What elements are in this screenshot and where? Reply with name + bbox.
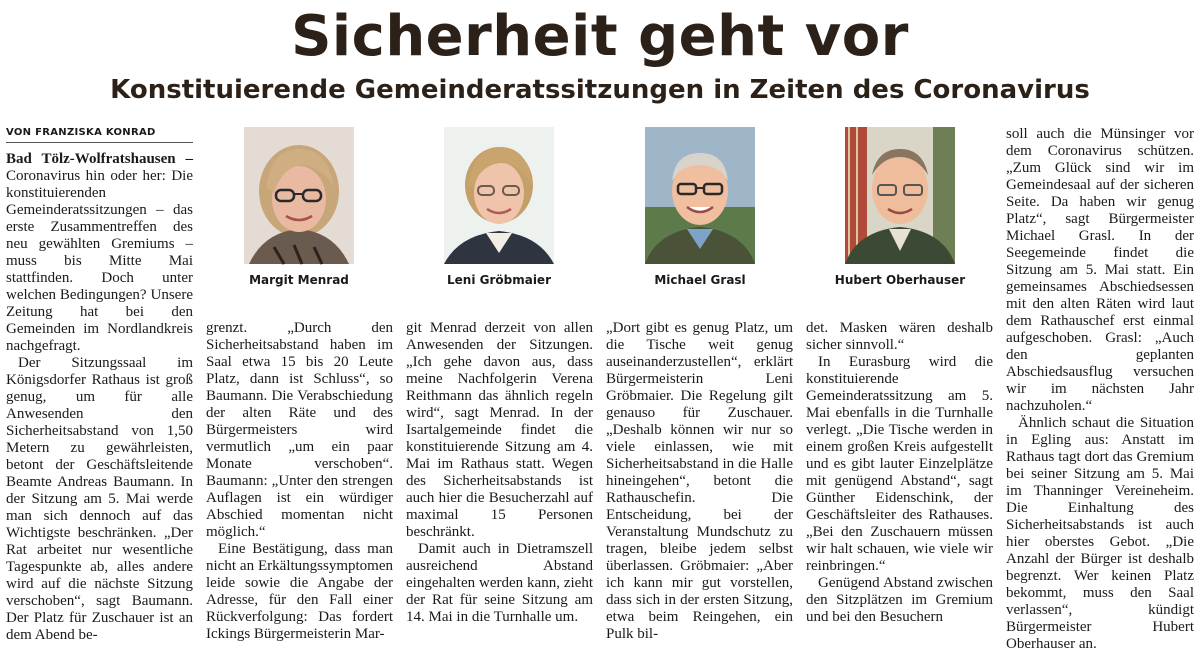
portrait-photo-margit-menrad (244, 127, 354, 264)
paragraph: Der Sitzungssaal im Königsdorfer Rathaus ist groß genug, um für alle Anwesenden den Sicherheitsabstand von 1,50 Metern zu gewährleisten, betont der Geschäftsleitende Beamte Andreas Baumann. In der Sitzung am 5. Mai werde man sich dennoch auf das Wichtigste beschränken. „Der Rat arbeitet nur wesentliche Tagespunkte ab, alles andere wird auf die nächste Sitzung verschoben“, sagt Baumann. Der Platz für Zuschauer ist an dem Abend be- (6, 355, 193, 643)
article-column-2 (206, 320, 393, 642)
portrait-photo-michael-grasl (645, 127, 755, 264)
article-column-1 (6, 126, 193, 643)
paragraph: Eine Bestätigung, dass man nicht an Erkältungssymptomen leide sowie die Angabe der Adresse, für den Fall einer Rückverfolgung: Das fordert Ickings Bürgermeisterin Mar- (206, 541, 393, 642)
article-column-4 (606, 320, 793, 642)
portrait-photo-leni-groebmaier (444, 127, 554, 264)
photo-caption: Michael Grasl (654, 273, 746, 287)
dateline: Bad Tölz-Wolfratshausen – (6, 151, 193, 167)
paragraph: Genügend Abstand zwischen den Sitzplätzen im Gremium und bei den Besuchern (806, 575, 993, 625)
paragraph: git Menrad derzeit von allen Anwesenden der Sitzungen. „Ich gehe davon aus, dass meine Nachfolgerin Verena Reithmann das ähnlich regeln wird“, sagt Menrad. In der Isartalgemeinde findet die konstituierende Sitzung am 4. Mai im Rathaus statt. Wegen des Sicherheitsabstands ist auch hier die Besucherzahl auf maximal 15 Personen beschränkt. (406, 320, 593, 540)
headline: Sicherheit geht vor (291, 4, 909, 69)
paragraph (6, 151, 193, 355)
photo-caption: Margit Menrad (249, 273, 349, 287)
paragraph: det. Masken wären deshalb sicher sinnvoll.“ (806, 320, 993, 353)
subheadline: Konstituierende Gemeinderatssitzungen in Zeiten des Coronavirus (110, 75, 1090, 105)
article-column-3 (406, 320, 593, 625)
byline: VON FRANZISKA KONRAD (6, 126, 193, 143)
paragraph: In Eurasburg wird die konstituierende Gemeinderatssitzung am 5. Mai ebenfalls in die Turnhalle verlegt. „Die Tische werden in einem großen Kreis aufgestellt und es gibt lauter Einzelplätze mit genügend Abstand“, sagt Günther Eidenschink, der Geschäftsleiter des Rathauses. „Bei den Zuschauern müssen wir halt schauen, wie viele wir reinbringen.“ (806, 354, 993, 574)
paragraph-text: Coronavirus hin oder her: Die konstituierenden Gemeinderatssitzungen – das erste Zusammentreffen des neu gewählten Gremiums – muss bis Mitte Mai stattfinden. Doch unter welchen Bedingungen? Unsere Zeitung hat bei den Gemeinden im Nordlandkreis nachgefragt. (6, 168, 193, 354)
paragraph: „Dort gibt es genug Platz, um die Tische weit genug auseinanderzustellen“, erklärt Bürgermeisterin Leni Gröbmaier. Die Regelung gilt genauso für Zuschauer. „Deshalb können wir nur so viele einlassen, wie mit Sicherheitsabstand in die Halle hineingehen“, betont die Rathauschefin. Die Entscheidung, bei der Veranstaltung Mundschutz zu tragen, bleibe jedem selbst überlassen. Gröbmaier: „Aber ich kann mir gut vorstellen, dass sich in der ersten Sitzung, etwa beim Reingehen, ein Pulk bil- (606, 320, 793, 642)
paragraph: grenzt. „Durch den Sicherheitsabstand haben im Saal etwa 15 bis 20 Leute Platz, dann ist Schluss“, so Baumann. Die Verabschiedung der alten Räte und des Bürgermeisters wird vermutlich „um ein paar Monate verschoben“. Baumann: „Unter den strengen Auflagen ist ein würdiger Abschied momentan nicht möglich.“ (206, 320, 393, 540)
paragraph: Damit auch in Dietramszell ausreichend Abstand eingehalten werden kann, zieht der Rat für seine Sitzung am 14. Mai in die Turnhalle um. (406, 541, 593, 625)
paragraph: Ähnlich schaut die Situation in Egling aus: Anstatt im Rathaus tagt dort das Gremium bei seiner Sitzung am 5. Mai im Thanninger Vereineheim. Die Einhaltung des Sicherheitsabstands ist auch hier oberstes Gebot. „Die Anzahl der Bürger ist deshalb begrenzt. Wer keinen Platz bekommt, muss den Saal verlassen“, kündigt Bürgermeister Hubert Oberhauser an. (1006, 415, 1194, 652)
photo-caption: Leni Gröbmaier (447, 273, 551, 287)
paragraph: soll auch die Münsinger vor dem Coronavirus schützen. „Zum Glück sind wir im Gemeindesaal auf der sicheren Seite. Da haben wir genug Platz“, sagt Bürgermeister Michael Grasl. In der Seegemeinde findet die Sitzung am 5. Mai statt. Ein gemeinsames Abschiedsessen mit den alten Räten wird laut dem Rathauschef erst einmal aufgeschoben. Grasl: „Auch den geplanten Abschiedsausflug versuchen wir im nächsten Jahr nachzuholen.“ (1006, 126, 1194, 414)
article-column-5 (806, 320, 993, 625)
portrait-photo-hubert-oberhauser (845, 127, 955, 264)
photo-caption: Hubert Oberhauser (834, 273, 966, 287)
article-column-6 (1006, 126, 1194, 652)
